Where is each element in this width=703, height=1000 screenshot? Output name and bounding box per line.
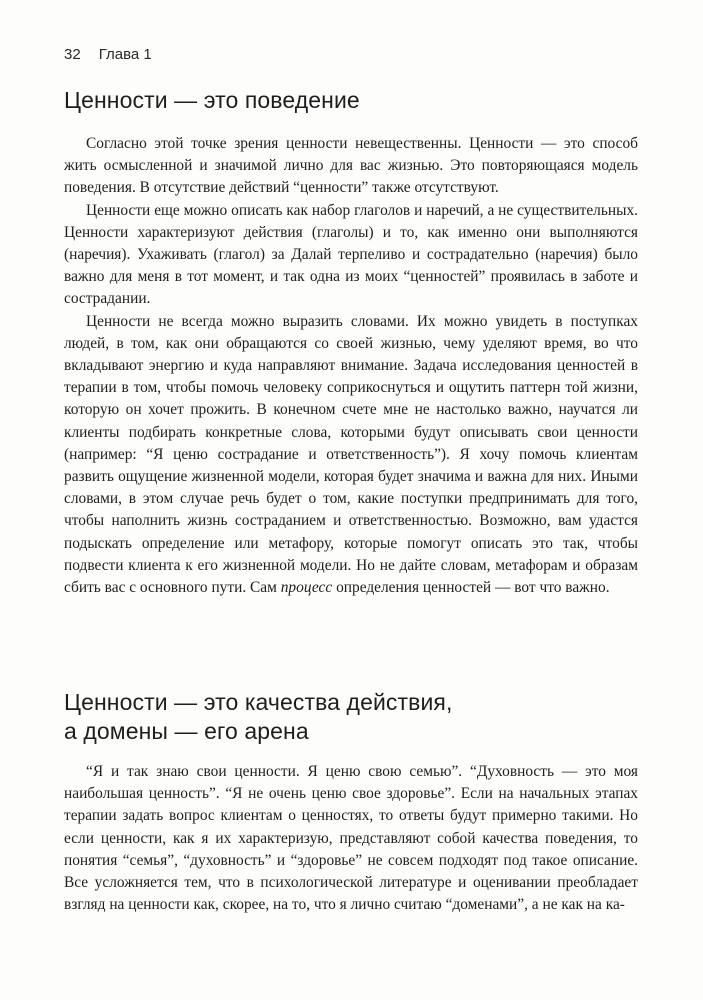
heading-line: а домены — его арена (64, 718, 309, 744)
running-head (64, 46, 152, 63)
paragraph (64, 311, 638, 600)
paragraph: “Я и так знаю свои ценности. Я ценю свою семью”. “Духовность — это моя наибольшая ценность”. “Я не очень ценю свое здоровье”. Если на начальных этапах терапии задать вопрос клиентам о ценностях, то ответы будут примерно такими. Но если ценности, как я их характеризую, представляют собой качества поведения, то понятия “семья”, “духовность” и “здоровье” не совсем подходят под такое описание. Все усложняется тем, что в психологической литературе и оценивании преобладает взгляд на ценности как, скорее, на то, что я лично считаю “доменами”, а не как на ка- (64, 763, 638, 914)
section-body (64, 761, 638, 916)
paragraph: Согласно этой точке зрения ценности невещественны. Ценности — это способ жить осмысленной и значимой лично для вас жизнью. Это повторяющаяся модель поведения. В отсутствие действий “ценности” также отсутствуют. (64, 135, 638, 197)
heading-line: Ценности — это качества действия, (64, 689, 453, 715)
paragraph-text: определения ценностей — вот что важно. (336, 579, 610, 597)
paragraph: Ценности еще можно описать как набор глаголов и наречий, а не существительных. Ценности характеризуют действия (глаголы) и то, как именно они выполняются (наречия). Ухаживать (глагол) за Далай терпеливо и сострадательно (наречия) было важно для меня в тот момент, и так одна из моих “ценностей” проявилась в заботе и сострадании. (64, 201, 638, 308)
page-number: 32 (64, 46, 81, 63)
paragraph-text: Ценности не всегда можно выразить словами. Их можно увидеть в поступках людей, в том, как они обращаются со своей жизнью, чему уделяют время, во что вкладывают энергию и куда направляют внимание. Задача исследования ценностей в терапии в том, чтобы помочь человеку соприкоснуться и ощутить паттерн той жизни, которую он хочет прожить. В конечном счете мне не настолько важно, научатся ли клиенты подбирать конкретные слова, которыми будут описывать свои ценности (например: “Я ценю сострадание и ответственность”). Я хочу помочь клиентам развить ощущение жизненной модели, которая будет значима и важна для них. Иными словами, в этом случае речь будет о том, какие поступки предпринимать для того, чтобы наполнить жизнь состраданием и ответственностью. Возможно, вам удастся подыскать определение или метафору, которые помогут описать это так, чтобы подвести клиента к его жизненной модели. Но не дайте словам, метафорам и образам сбить вас с основного пути. Сам (64, 312, 638, 597)
emphasized-word: процесс (280, 579, 333, 597)
section-body (64, 133, 638, 599)
section-heading: Ценности — это поведение (64, 87, 360, 113)
chapter-label: Глава 1 (98, 46, 152, 63)
section-heading (64, 688, 452, 746)
